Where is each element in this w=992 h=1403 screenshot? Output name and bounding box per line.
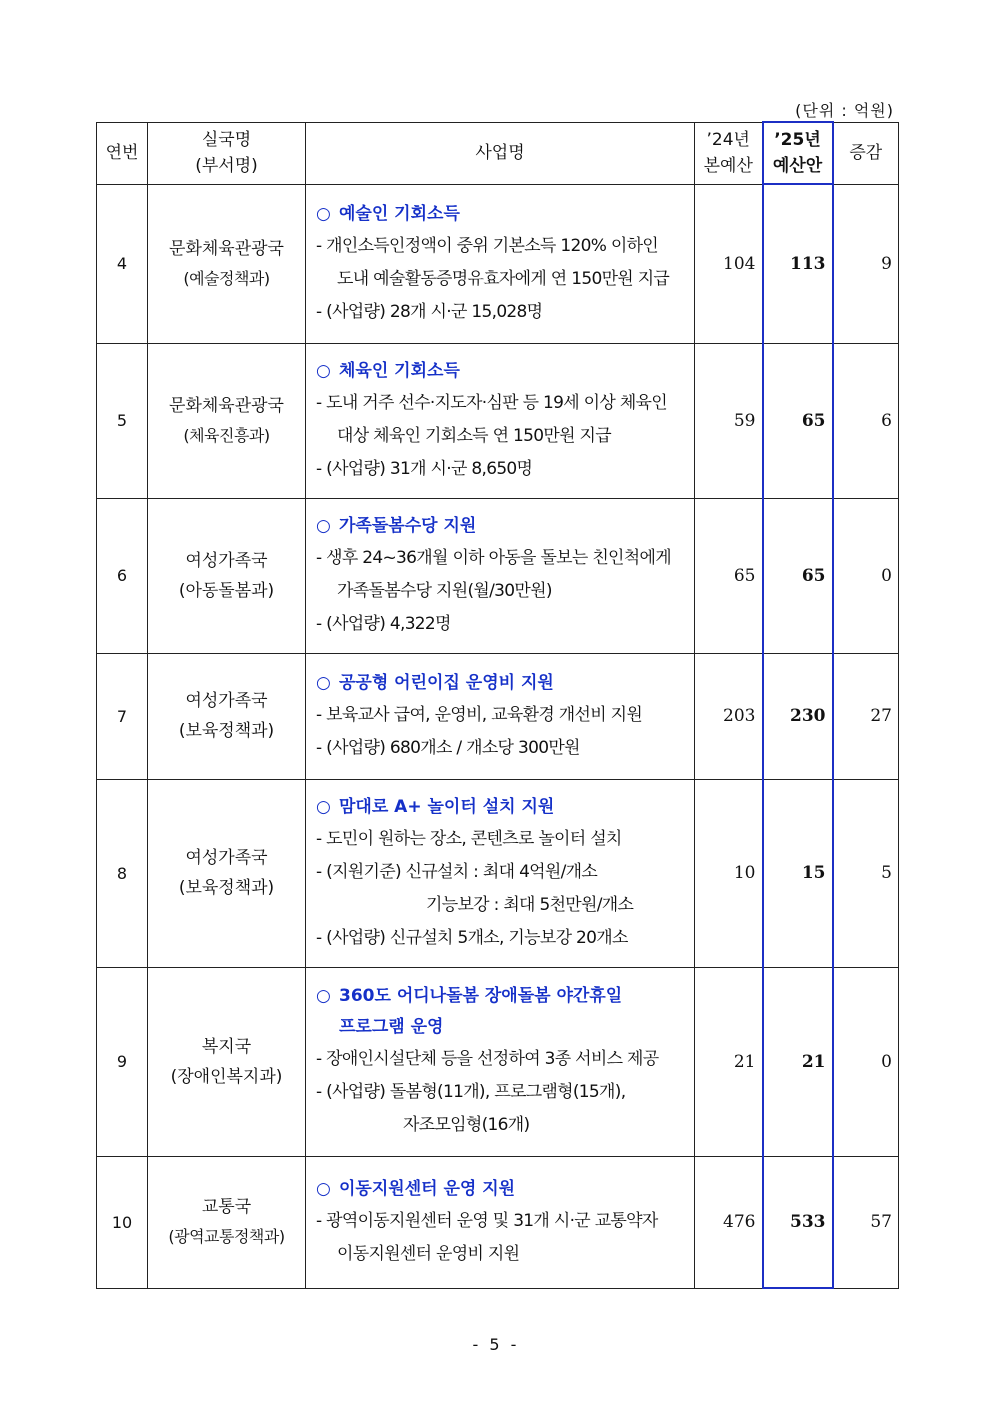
biz-title (316, 199, 688, 230)
biz-title (316, 1174, 688, 1205)
dept-sub: (보육정책과) (178, 878, 275, 898)
circle-bullet-icon: ○ (316, 986, 331, 1006)
biz-title-text: 예술인 기회소득 (339, 203, 460, 224)
circle-bullet-icon: ○ (316, 1178, 331, 1199)
biz-line: 자조모임형(16개) (403, 1115, 530, 1135)
table-row (97, 498, 899, 653)
dept-sub: (광역교통정책과) (168, 1227, 285, 1246)
table-row (97, 653, 899, 779)
row-dept (148, 967, 306, 1156)
budget-diff: 0 (833, 967, 899, 1156)
biz-line: - 개인소득인정액이 중위 기본소득 120% 이하인 (316, 235, 659, 256)
circle-bullet-icon: ○ (316, 203, 331, 224)
table-row (97, 1156, 899, 1288)
biz-title (316, 792, 688, 823)
prev-budget: 21 (695, 967, 763, 1156)
biz-line: - (사업량) 신규설치 5개소, 기능보강 20개소 (316, 927, 628, 948)
header-diff: 증감 (833, 122, 899, 184)
table-row (97, 184, 899, 343)
header-no: 연번 (97, 122, 148, 184)
curr-budget: 230 (763, 653, 833, 779)
curr-budget: 533 (763, 1156, 833, 1288)
biz-line: - (사업량) 돌봄형(11개), 프로그램형(15개), (316, 1082, 626, 1102)
biz-line: - 장애인시설단체 등을 선정하여 3종 서비스 제공 (316, 1049, 659, 1069)
table-row (97, 779, 899, 967)
biz-line: - (지원기준) 신규설치 : 최대 4억원/개소 (316, 861, 598, 882)
biz-title (316, 668, 688, 699)
curr-budget: 21 (763, 967, 833, 1156)
budget-diff: 0 (833, 498, 899, 653)
biz-line: - (사업량) 4,322명 (316, 613, 451, 634)
dept-name: 교통국 (201, 1197, 252, 1217)
biz-title-text: 공공형 어린이집 운영비 지원 (339, 672, 554, 693)
biz-title (316, 356, 688, 387)
header-biz: 사업명 (306, 122, 695, 184)
dept-name: 여성가족국 (185, 691, 268, 711)
circle-bullet-icon: ○ (316, 672, 331, 693)
curr-budget: 15 (763, 779, 833, 967)
prev-budget: 10 (695, 779, 763, 967)
header-row (97, 122, 899, 184)
row-no: 7 (97, 653, 148, 779)
page-number: - 5 - (472, 1335, 520, 1354)
row-no: 8 (97, 779, 148, 967)
prev-budget: 203 (695, 653, 763, 779)
biz-line: - 도민이 원하는 장소, 콘텐츠로 놀이터 설치 (316, 828, 622, 849)
header-prev-label: ’24년 (706, 130, 750, 150)
header-dept-sub: (부서명) (195, 156, 258, 176)
biz-title (316, 511, 688, 542)
prev-budget: 65 (695, 498, 763, 653)
biz-line: 이동지원센터 운영비 지원 (337, 1243, 520, 1264)
row-dept (148, 498, 306, 653)
biz-title-text: 가족돌봄수당 지원 (339, 515, 477, 536)
biz-line: 가족돌봄수당 지원(월/30만원) (337, 580, 552, 601)
prev-budget: 59 (695, 343, 763, 498)
biz-line: - 광역이동지원센터 운영 및 31개 시·군 교통약자 (316, 1210, 658, 1231)
row-biz (306, 184, 695, 343)
biz-line: 대상 체육인 기회소득 연 150만원 지급 (337, 425, 611, 446)
biz-title-cont: 프로그램 운영 (339, 1017, 444, 1037)
row-dept (148, 653, 306, 779)
biz-line: 기능보강 : 최대 5천만원/개소 (426, 894, 634, 915)
row-dept (148, 184, 306, 343)
dept-sub: (체육진흥과) (183, 425, 270, 445)
row-no: 5 (97, 343, 148, 498)
dept-name: 복지국 (201, 1036, 252, 1057)
budget-diff: 5 (833, 779, 899, 967)
table-row (97, 967, 899, 1156)
biz-line: - 보육교사 급여, 운영비, 교육환경 개선비 지원 (316, 704, 643, 725)
row-biz (306, 779, 695, 967)
budget-diff: 6 (833, 343, 899, 498)
header-curr-label: ’25년 (774, 130, 821, 150)
dept-name: 여성가족국 (185, 550, 268, 571)
circle-bullet-icon: ○ (316, 360, 331, 381)
biz-line: - 생후 24~36개월 이하 아동을 돌보는 친인척에게 (316, 547, 671, 568)
circle-bullet-icon: ○ (316, 515, 331, 536)
budget-diff: 9 (833, 184, 899, 343)
row-biz (306, 653, 695, 779)
prev-budget: 104 (695, 184, 763, 343)
curr-budget: 65 (763, 498, 833, 653)
dept-name: 문화체육관광국 (169, 238, 284, 259)
budget-table (96, 121, 899, 1289)
row-biz (306, 343, 695, 498)
dept-sub: (아동돌봄과) (178, 580, 275, 601)
dept-name: 문화체육관광국 (169, 395, 284, 416)
dept-name: 여성가족국 (185, 848, 268, 868)
row-no: 10 (97, 1156, 148, 1288)
dept-sub: (보육정책과) (178, 721, 275, 741)
header-prev (695, 122, 763, 184)
row-no: 9 (97, 967, 148, 1156)
table-row (97, 343, 899, 498)
row-biz (306, 967, 695, 1156)
row-dept (148, 343, 306, 498)
header-curr-sub: 예산안 (772, 156, 823, 176)
biz-title-text: 360도 어디나돌봄 장애돌봄 야간휴일 (339, 986, 623, 1006)
biz-line: - (사업량) 31개 시·군 8,650명 (316, 458, 533, 479)
unit-label: (단위 : 억원) (795, 101, 894, 120)
biz-title (316, 981, 688, 1012)
prev-budget: 476 (695, 1156, 763, 1288)
biz-line: - (사업량) 680개소 / 개소당 300만원 (316, 737, 580, 758)
biz-line: - 도내 거주 선수·지도자·심판 등 19세 이상 체육인 (316, 392, 667, 413)
circle-bullet-icon: ○ (316, 796, 331, 817)
dept-sub: (장애인복지과) (170, 1066, 283, 1087)
header-dept-label: 실국명 (201, 130, 252, 150)
row-dept (148, 1156, 306, 1288)
row-biz (306, 1156, 695, 1288)
biz-line: - (사업량) 28개 시·군 15,028명 (316, 301, 543, 322)
dept-sub: (예술정책과) (183, 268, 270, 288)
biz-line: 도내 예술활동증명유효자에게 연 150만원 지급 (337, 268, 670, 289)
biz-title-text: 이동지원센터 운영 지원 (339, 1178, 516, 1199)
curr-budget: 65 (763, 343, 833, 498)
biz-title-text: 체육인 기회소득 (339, 360, 460, 381)
row-no: 4 (97, 184, 148, 343)
budget-diff: 57 (833, 1156, 899, 1288)
row-no: 6 (97, 498, 148, 653)
row-dept (148, 779, 306, 967)
header-curr (763, 122, 833, 184)
curr-budget: 113 (763, 184, 833, 343)
biz-title-text: 맘대로 A+ 놀이터 설치 지원 (339, 796, 555, 817)
header-dept (148, 122, 306, 184)
header-prev-sub: 본예산 (703, 156, 753, 176)
row-biz (306, 498, 695, 653)
budget-diff: 27 (833, 653, 899, 779)
